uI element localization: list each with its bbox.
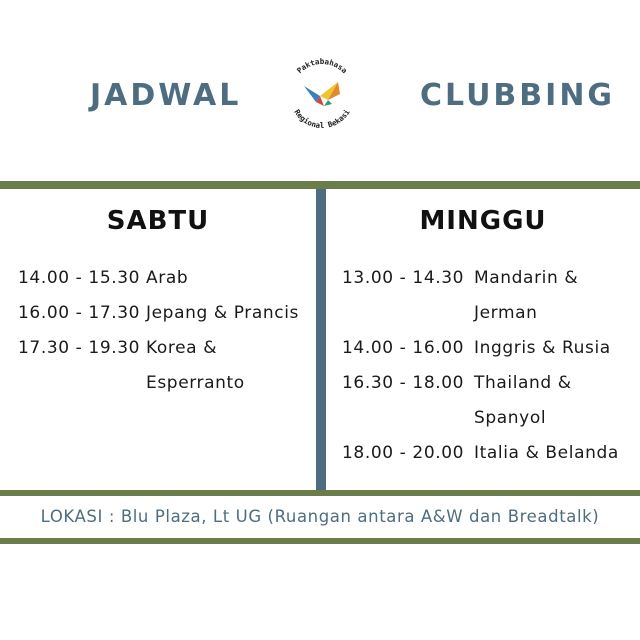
time-sun-3: 16.30 - 18.00: [342, 373, 465, 393]
top-divider-band: [0, 181, 640, 189]
time-sun-1: 13.00 - 14.30: [342, 268, 465, 288]
logo-text-top: Paktabahasa: [295, 57, 349, 76]
lang-sun-3: Thailand &: [474, 373, 572, 393]
time-sat-1: 14.00 - 15.30: [18, 268, 141, 288]
svg-text:Regional Bekasi: [292, 107, 352, 130]
day-title-saturday: SABTU: [106, 206, 210, 236]
time-sat-3: 17.30 - 19.30: [18, 338, 141, 358]
day-title-sunday: MINGGU: [419, 206, 547, 236]
lang-sun-4: Italia & Belanda: [474, 443, 619, 463]
time-sun-2: 14.00 - 16.00: [342, 338, 465, 358]
lang-sun-1-cont: Jerman: [474, 303, 538, 323]
svg-text:Paktabahasa: [295, 57, 349, 75]
lang-sat-1: Arab: [146, 268, 189, 288]
middle-divider-band: [0, 490, 640, 496]
time-sun-4: 18.00 - 20.00: [342, 443, 465, 463]
title-clubbing: CLUBBING: [420, 78, 616, 113]
logo-text-bottom: Regional Bekasi: [292, 107, 352, 130]
time-sat-2: 16.00 - 17.30: [18, 303, 141, 323]
title-jadwal: JADWAL: [90, 78, 242, 113]
origami-bird-logo-icon: [282, 54, 362, 134]
lang-sat-3: Korea &: [146, 338, 218, 358]
bottom-divider-band: [0, 538, 640, 544]
location-text: LOKASI : Blu Plaza, Lt UG (Ruangan antara A&W dan Breadtalk): [40, 507, 600, 526]
lang-sun-3-cont: Spanyol: [474, 408, 547, 428]
lang-sun-1: Mandarin &: [474, 268, 579, 288]
lang-sat-3-cont: Esperranto: [146, 373, 245, 393]
column-divider: [316, 189, 326, 490]
lang-sat-2: Jepang & Prancis: [146, 303, 299, 323]
lang-sun-2: Inggris & Rusia: [474, 338, 611, 358]
